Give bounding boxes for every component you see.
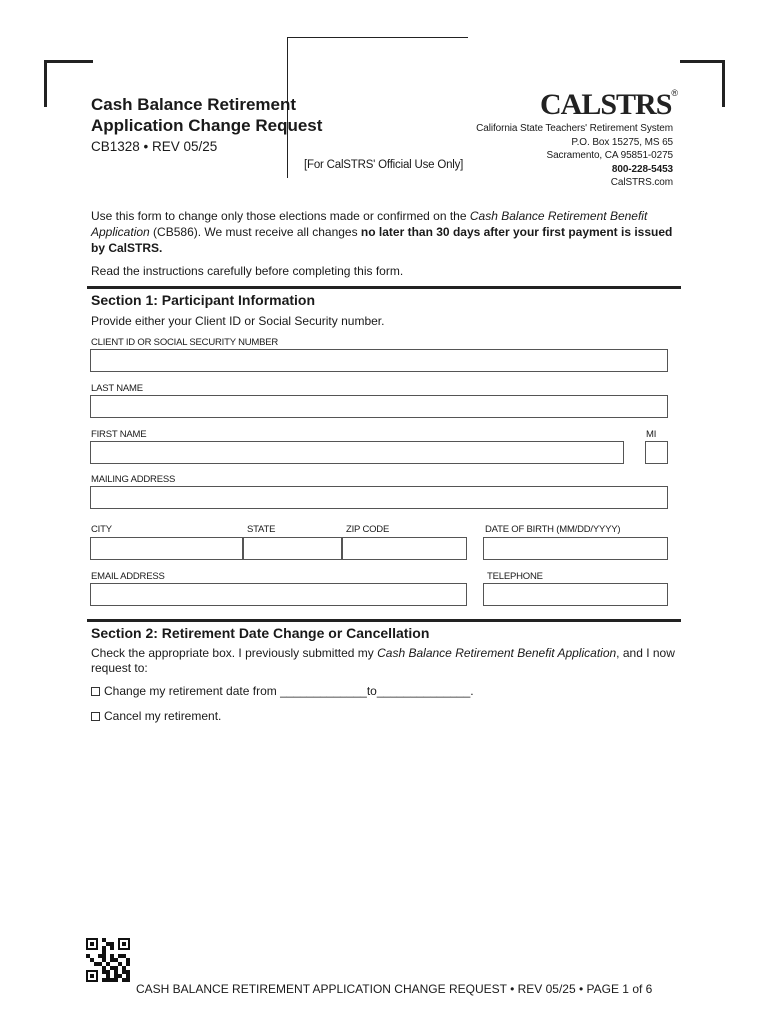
org-city: Sacramento, CA 95851-0275 xyxy=(546,150,673,161)
dob-label: DATE OF BIRTH (MM/DD/YYYY) xyxy=(485,524,621,535)
zip-field[interactable] xyxy=(342,537,467,560)
email-field[interactable] xyxy=(90,583,467,606)
state-field[interactable] xyxy=(243,537,342,560)
form-title-line2: Application Change Request xyxy=(91,116,323,135)
intro-text-italic: Cash Balance Retirement Benefit Application xyxy=(91,209,648,239)
option-cancel-retirement[interactable] xyxy=(91,709,221,723)
po-box: P.O. Box 15275, MS 65 xyxy=(571,136,673,148)
crop-mark-top-right xyxy=(680,60,725,107)
client-id-field[interactable] xyxy=(90,349,668,372)
mailing-address-label: MAILING ADDRESS xyxy=(91,474,176,485)
first-name-label: FIRST NAME xyxy=(91,429,147,440)
last-name-field[interactable] xyxy=(90,395,668,418)
section1-desc: Provide either your Client ID or Social Security number. xyxy=(91,314,385,328)
mailing-address-field[interactable] xyxy=(90,486,668,509)
section1-title: Section 1: Participant Information xyxy=(91,292,316,308)
first-name-field[interactable] xyxy=(90,441,624,464)
org-name: California State Teachers' Retirement System xyxy=(476,123,673,134)
intro-text-b: (CB586). We must receive all changes xyxy=(149,225,361,239)
section2-desc-italic: Cash Balance Retirement Benefit Application xyxy=(377,646,617,660)
crop-mark-top-left xyxy=(44,60,93,107)
intro-text-bold: no later than 30 days after your first payment is issued by CalSTRS. xyxy=(91,225,673,255)
section2-title: Section 2: Retirement Date Change or Cancellation xyxy=(91,625,430,641)
org-address xyxy=(455,122,673,190)
registered-mark: ® xyxy=(671,88,679,98)
org-phone: 800-228-5453 xyxy=(611,163,673,175)
email-label: EMAIL ADDRESS xyxy=(91,571,165,582)
dob-field[interactable] xyxy=(483,537,668,560)
official-use-label xyxy=(287,158,468,176)
form-title-line1: Cash Balance Retirement xyxy=(91,95,297,114)
mi-label: MI xyxy=(646,429,657,440)
change-date-checkbox[interactable] xyxy=(91,687,100,696)
change-date-label: Change my retirement date from _____________to______________. xyxy=(104,684,474,698)
option-change-date[interactable] xyxy=(91,684,474,698)
city-label: CITY xyxy=(91,524,112,535)
cancel-retirement-label: Cancel my retirement. xyxy=(104,709,222,723)
page-footer: CASH BALANCE RETIREMENT APPLICATION CHANGE REQUEST • REV 05/25 • PAGE 1 of 6 xyxy=(136,982,653,996)
section2-rule xyxy=(87,619,681,622)
telephone-label: TELEPHONE xyxy=(487,571,543,582)
logo-text: CALSTRS xyxy=(540,88,672,121)
org-website: CalSTRS.com xyxy=(610,177,673,188)
section1-rule xyxy=(87,286,681,289)
section2-desc-b: , and I now request to: xyxy=(91,646,675,675)
form-number: CB1328 • REV 05/25 xyxy=(91,139,218,154)
calstrs-logo xyxy=(540,88,680,122)
client-id-label: CLIENT ID OR SOCIAL SECURITY NUMBER xyxy=(91,337,279,348)
city-field[interactable] xyxy=(90,537,243,560)
intro-text-a: Use this form to change only those elections made or confirmed on the xyxy=(91,209,470,223)
zip-label: ZIP CODE xyxy=(346,524,390,535)
last-name-label: LAST NAME xyxy=(91,383,143,394)
mi-field[interactable] xyxy=(645,441,668,464)
state-label: STATE xyxy=(247,524,276,535)
official-use-text: [For CalSTRS' Official Use Only] xyxy=(304,159,464,171)
section2-desc-a: Check the appropriate box. I previously submitted my xyxy=(91,646,378,660)
intro-paragraph xyxy=(91,208,681,256)
form-title xyxy=(91,94,391,136)
section2-desc xyxy=(91,646,681,676)
instructions-note: Read the instructions carefully before completing this form. xyxy=(91,264,404,278)
cancel-retirement-checkbox[interactable] xyxy=(91,712,100,721)
qr-code-icon xyxy=(86,938,130,982)
telephone-field[interactable] xyxy=(483,583,668,606)
